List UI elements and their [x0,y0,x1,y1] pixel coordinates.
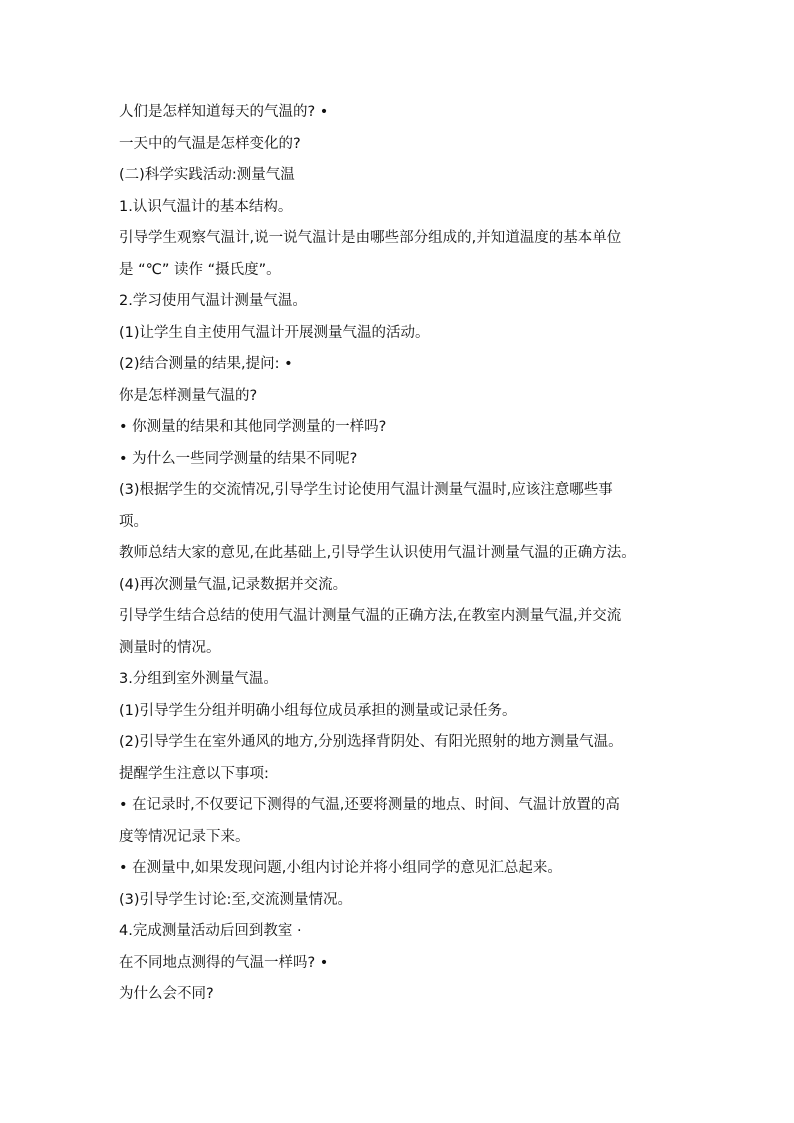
text-line: 为什么会不同? [119,986,214,1002]
section-heading: (二)科学实践活动:测量气温 [119,167,295,183]
text-line: (1)让学生自主使用气温计开展测量气温的活动。 [119,324,430,341]
text-line: 人们是怎样知道每天的气温的? • [119,104,329,120]
text-line: 项。 [119,513,148,530]
text-line: 测量时的情况。 [119,639,221,656]
step-heading: 1.认识气温计的基本结构。 [119,198,293,215]
text-line: (1)引导学生分组并明确小组每位成员承担的测量或记录任务。 [119,702,517,719]
text-line: 提醒学生注意以下事项: [119,765,269,782]
text-line: 在不同地点测得的气温一样吗? • [119,954,329,971]
text-line: 度等情况记录下来。 [119,828,250,845]
text-line: (4)再次测量气温,记录数据并交流。 [119,576,348,593]
text-line: 一天中的气温是怎样变化的? [119,135,301,152]
document-body [119,97,689,1011]
step-heading: 2.学习使用气温计测量气温。 [119,293,307,309]
bullet-item: • 为什么一些同学测量的结果不同呢? [119,450,358,467]
step-heading: 4.完成测量活动后回到教室 · [119,923,302,939]
text-line: (3)根据学生的交流情况,引导学生讨论使用气温计测量气温时,应该注意哪些事 [119,482,613,498]
text-line: 引导学生观察气温计,说一说气温计是由哪些部分组成的,并知道温度的基本单位 [119,230,622,246]
text-line: 是 “℃” 读作 “摄氏度”。 [119,261,281,278]
text-line: (2)结合测量的结果,提问: • [119,356,293,372]
text-line: (3)引导学生讨论:至,交流测量情况。 [119,891,353,908]
bullet-item: • 你测量的结果和其他同学测量的一样吗? [119,419,387,435]
text-line: 你是怎样测量气温的? [119,387,258,404]
bullet-item: • 在测量中,如果发现问题,小组内讨论并将小组同学的意见汇总起来。 [119,860,562,876]
text-line: 教师总结大家的意见,在此基础上,引导学生认识使用气温计测量气温的正确方法。 [119,545,636,561]
text-line: (2)引导学生在室外通风的地方,分别选择背阴处、有阳光照射的地方测量气温。 [119,734,623,750]
text-line: 引导学生结合总结的使用气温计测量气温的正确方法,在教室内测量气温,并交流 [119,608,622,624]
bullet-item: • 在记录时,不仅要记下测得的气温,还要将测量的地点、时间、气温计放置的高 [119,797,620,813]
step-heading: 3.分组到室外测量气温。 [119,671,278,687]
